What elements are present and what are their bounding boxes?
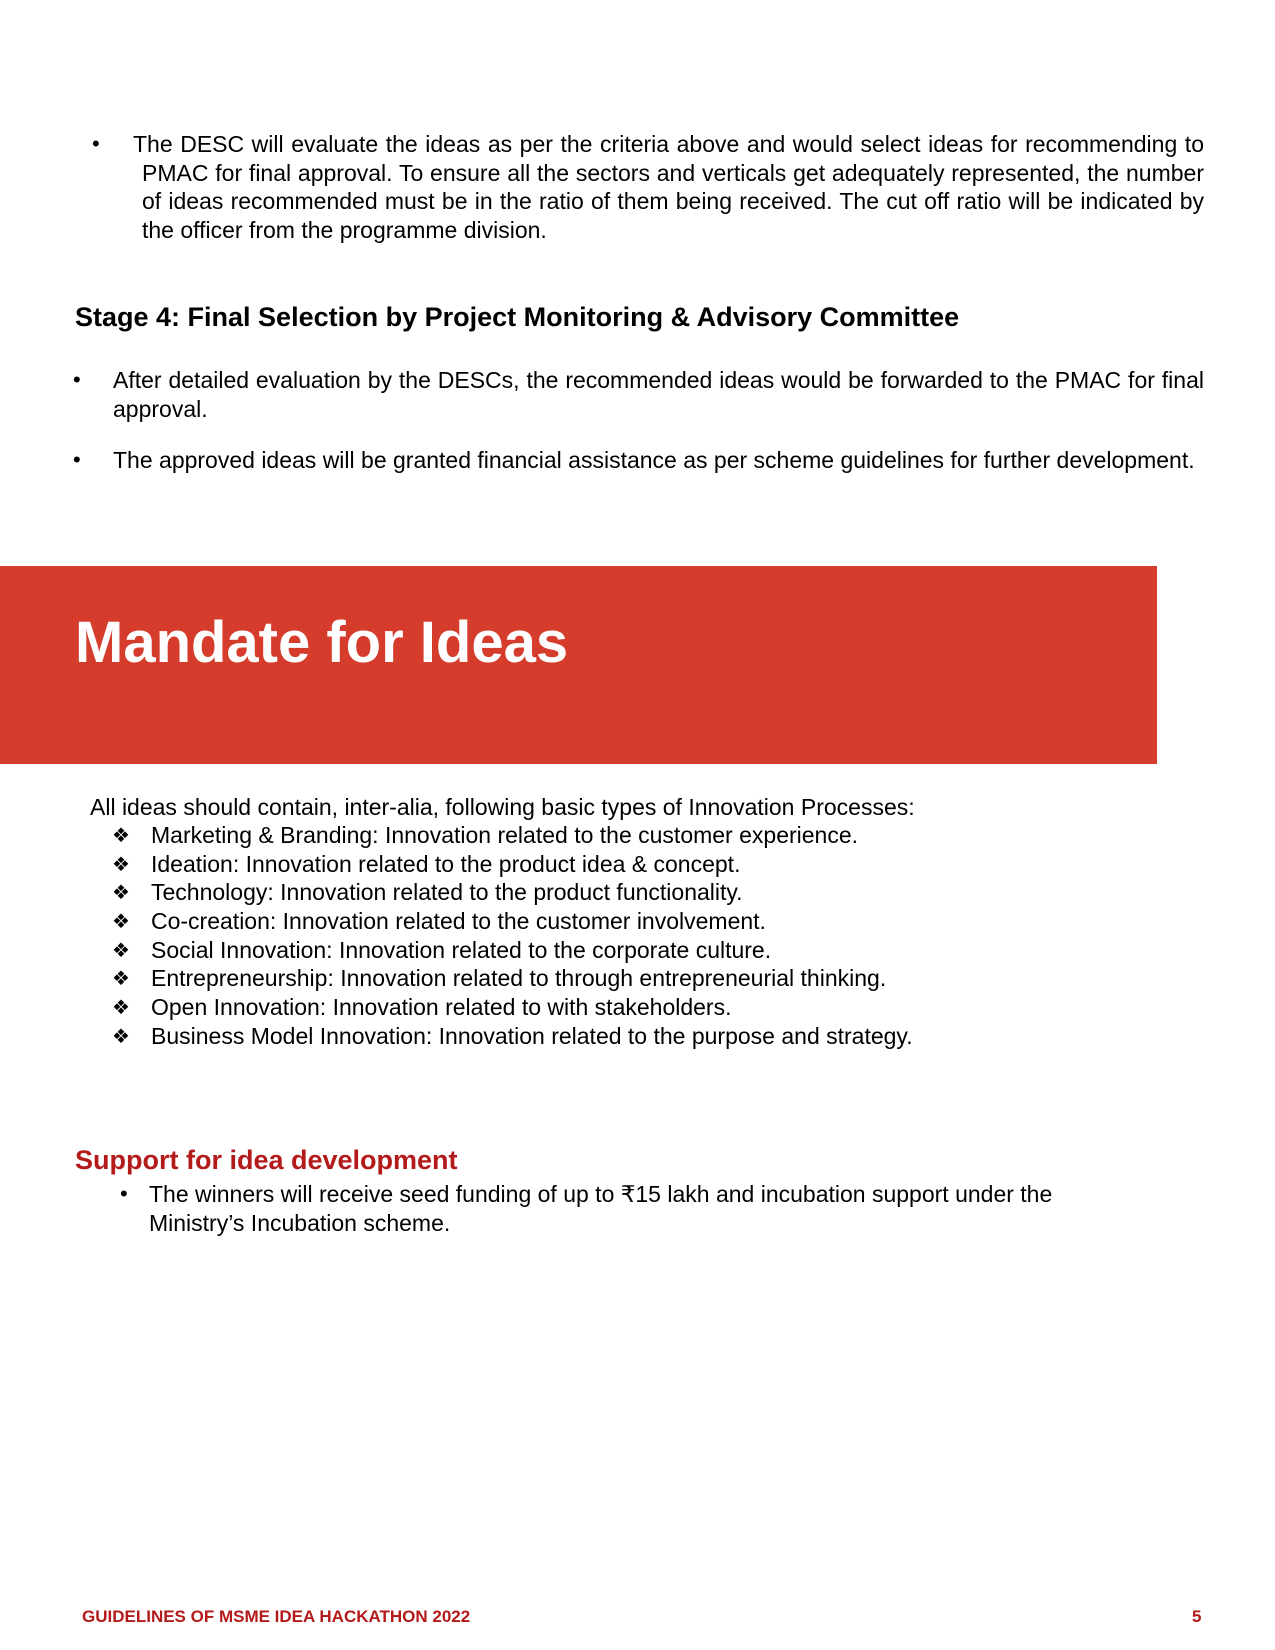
list-item	[112, 993, 913, 1022]
support-item-text: The winners will receive seed funding of up to ₹15 lakh and incubation support under the Ministry’s Incubation scheme.	[149, 1181, 1053, 1236]
diamond-bullet-icon: ❖	[112, 880, 130, 905]
list-item-text: Marketing & Branding: Innovation related to the customer experience.	[151, 822, 859, 848]
diamond-bullet-icon: ❖	[112, 937, 130, 962]
support-heading: Support for idea development	[75, 1145, 458, 1175]
list-item	[112, 1022, 913, 1051]
list-item	[112, 850, 913, 879]
list-item	[112, 878, 913, 907]
diamond-bullet-icon: ❖	[112, 1023, 130, 1048]
bullet-dot-icon: •	[73, 447, 81, 472]
bullet-dot-icon: •	[120, 1181, 128, 1206]
mandate-intro: All ideas should contain, inter-alia, following basic types of Innovation Processes:	[90, 794, 915, 820]
bullet-dot-icon: •	[73, 367, 81, 392]
stage4-item-text: The approved ideas will be granted financial assistance as per scheme guidelines for further development.	[113, 447, 1195, 473]
intro-bullet-text: The DESC will evaluate the ideas as per the criteria above and would select ideas for recommending to PMAC for final approval. To ensure all the sectors and verticals get adequately represented, the number of ideas recommended must be in the ratio of them being received. The cut off ratio will be indicated by the officer from the programme division.	[133, 131, 1204, 243]
bullet-dot-icon: •	[92, 131, 100, 156]
diamond-bullet-icon: ❖	[112, 851, 130, 876]
innovation-process-list	[112, 821, 913, 1051]
list-item	[112, 964, 913, 993]
stage4-heading: Stage 4: Final Selection by Project Monitoring & Advisory Committee	[75, 302, 960, 332]
section-title: Mandate for Ideas	[75, 610, 569, 675]
diamond-bullet-icon: ❖	[112, 995, 130, 1020]
footer-title: GUIDELINES OF MSME IDEA HACKATHON 2022	[82, 1607, 471, 1626]
diamond-bullet-icon: ❖	[112, 966, 130, 991]
list-item-text: Social Innovation: Innovation related to the corporate culture.	[151, 936, 772, 963]
diamond-bullet-icon: ❖	[112, 909, 130, 934]
list-item-text: Co-creation: Innovation related to the customer involvement.	[151, 908, 766, 935]
list-item	[112, 907, 913, 936]
list-item-text: Ideation: Innovation related to the product idea & concept.	[151, 850, 741, 877]
list-item	[112, 821, 913, 850]
list-item-text: Entrepreneurship: Innovation related to through entrepreneurial thinking.	[151, 965, 887, 992]
page-number: 5	[1192, 1607, 1202, 1626]
diamond-bullet-icon: ❖	[112, 823, 130, 847]
list-item-text: Business Model Innovation: Innovation related to the purpose and strategy.	[151, 1022, 913, 1049]
list-item	[112, 936, 913, 965]
list-item-text: Open Innovation: Innovation related to with stakeholders.	[151, 994, 732, 1021]
list-item-text: Technology: Innovation related to the product functionality.	[151, 879, 743, 906]
stage4-item-text: After detailed evaluation by the DESCs, the recommended ideas would be forwarded to the PMAC for final approval.	[113, 367, 1204, 422]
